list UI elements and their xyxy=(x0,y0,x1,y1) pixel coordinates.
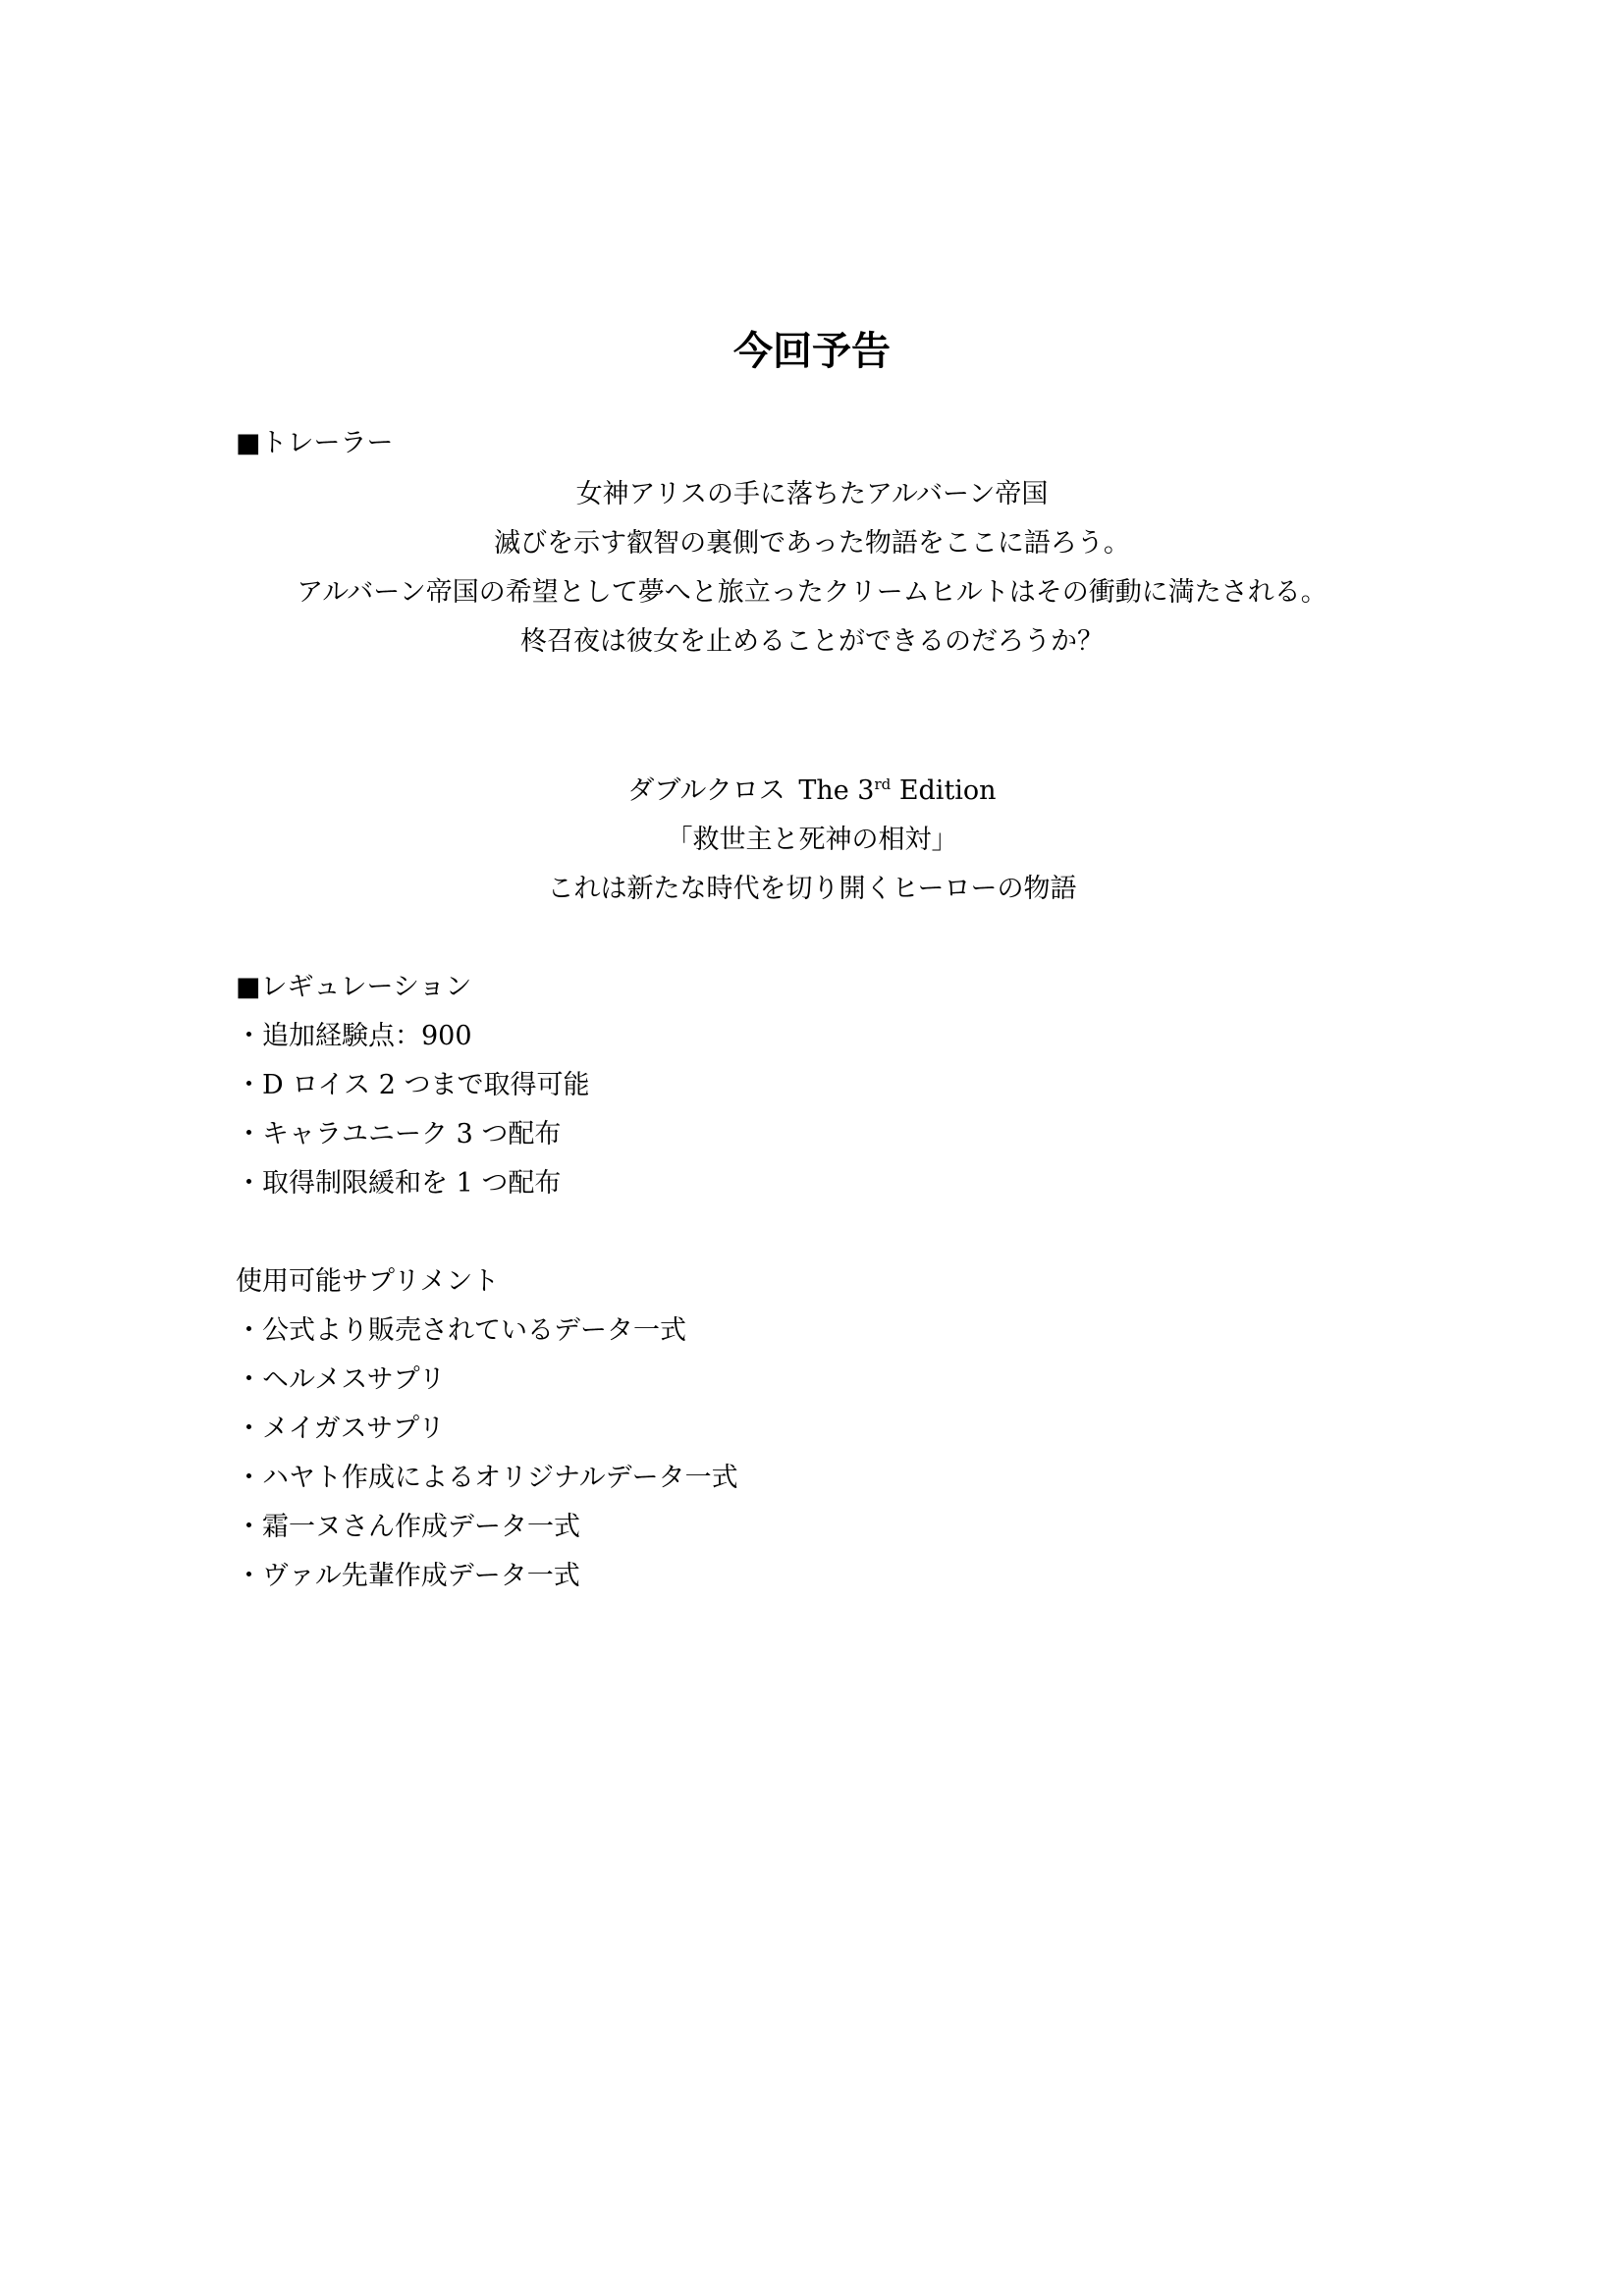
regulation-item: ・キャラユニーク 3 つ配布 xyxy=(236,1119,562,1149)
regulation-heading: ■レギュレーション xyxy=(236,972,472,1002)
edition-text: The 3 xyxy=(798,775,875,806)
trailer-heading: ■トレーラー xyxy=(236,428,394,458)
scenario-tagline: これは新たな時代を切り開くヒーローの物語 xyxy=(547,874,1077,904)
trailer-line: アルバーン帝国の希望として夢へと旅立ったクリームヒルトはその衝動に満たされる。 xyxy=(297,577,1327,608)
edition-ordinal: rd xyxy=(874,775,892,793)
regulation-item: ・D ロイス 2 つまで取得可能 xyxy=(236,1070,590,1100)
supplement-item: ・公式より販売されているデータ一式 xyxy=(236,1315,686,1346)
supplements-heading: 使用可能サプリメント xyxy=(236,1266,500,1297)
scenario-title: 「救世主と死神の相対」 xyxy=(666,825,958,855)
trailer-line: 女神アリスの手に落ちたアルバーン帝国 xyxy=(575,479,1049,509)
supplement-item: ・メイガスサプリ xyxy=(236,1414,446,1444)
supplement-item: ・ヘルメスサプリ xyxy=(236,1364,446,1395)
edition-suffix: Edition xyxy=(891,775,997,806)
trailer-line: 柊召夜は彼女を止めることができるのだろうか？ xyxy=(520,626,1104,657)
system-name: ダブルクロス xyxy=(627,775,785,806)
regulation-item: ・追加経験点：900 xyxy=(236,1021,472,1051)
trailer-line: 滅びを示す叡智の裏側であった物語をここに語ろう。 xyxy=(494,528,1130,559)
supplement-item: ・ハヤト作成によるオリジナルデータ一式 xyxy=(236,1463,738,1493)
system-edition-line xyxy=(0,772,1624,811)
supplement-item: ・ヴァル先輩作成データ一式 xyxy=(236,1561,580,1591)
supplement-item: ・霜一ヌさん作成データ一式 xyxy=(236,1512,580,1542)
page-title: 今回予告 xyxy=(733,329,891,374)
regulation-item: ・取得制限緩和を 1 つ配布 xyxy=(236,1168,562,1199)
